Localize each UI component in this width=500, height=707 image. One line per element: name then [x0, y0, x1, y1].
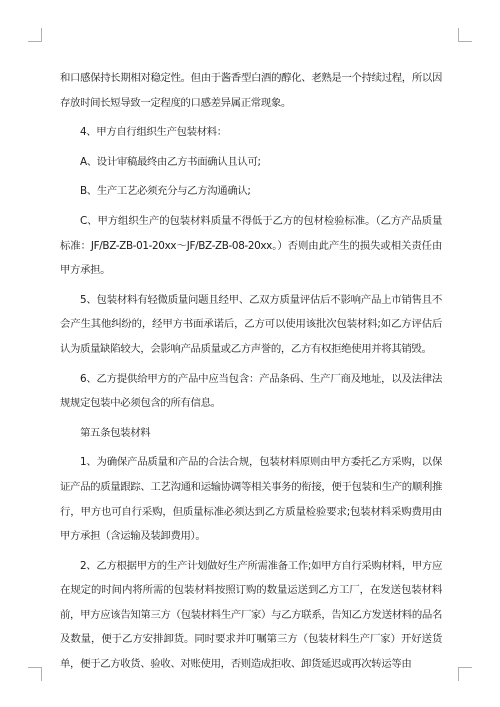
paragraph-continuation: 和口感保持长期相对稳定性。但由于酱香型白酒的醇化、老熟是一个持续过程，所以因存放时间长短导致一定程度的口感差异属正常现象。	[60, 72, 442, 109]
section-heading-article-5: 第五条包装材料	[80, 426, 151, 439]
paragraph-item-5: 5、包装材料有轻微质量问题且经甲、乙双方质量评估后不影响产品上市销售且不会产生其他纠纷的，经甲方书面承诺后，乙方可以使用该批次包装材料;如乙方评估后认为质量缺陷较大，会影响产品质量或乙方声誉的，乙方有权拒绝使用并将其销毁。	[60, 293, 442, 355]
page-corner-mark-bottom-right	[458, 667, 472, 681]
paragraph-item-b: B、生产工艺必须充分与乙方沟通确认;	[80, 185, 251, 198]
document-page	[60, 66, 442, 682]
paragraph-clause-2: 2、乙方根据甲方的生产计划做好生产所需准备工作;如甲方自行采购材料，甲方应在规定的时间内将所需的包装材料按照订购的数量运送到乙方工厂，在发送包装材料前，甲方应该告知第三方（包装材料生产厂家）与乙方联系，告知乙方发送材料的品名及数量，便于乙方安排卸货。同时要求并叮嘱第三方（包装材料生产厂家）开好送货单，便于乙方收货、验收、对账使用，否则造成拒收、卸货延迟或再次转运等由	[60, 559, 442, 671]
page-corner-mark-bottom-left	[28, 667, 42, 681]
paragraph-clause-1: 1、为确保产品质量和产品的合法合规，包装材料原则由甲方委托乙方采购，以保证产品的质量跟踪、工艺沟通和运输协调等相关事务的衔接，便于包装和生产的顺利推行，甲方也可自行采购，但质量标准必须达到乙方质量检验要求;包装材料采购费用由甲方承担（含运输及装卸费用）。	[60, 456, 442, 543]
paragraph-item-4: 4、甲方自行组织生产包装材料：	[80, 126, 227, 139]
page-corner-mark-top-right	[458, 28, 472, 42]
page-corner-mark-top-left	[28, 28, 42, 42]
paragraph-item-a: A、设计审稿最终由乙方书面确认且认可;	[80, 155, 261, 168]
paragraph-item-6: 6、乙方提供给甲方的产品中应当包含：产品条码、生产厂商及地址，以及法律法规规定包装中必须包含的所有信息。	[60, 372, 442, 410]
paragraph-item-c: C、甲方组织生产的包装材料质量不得低于乙方的包材检验标准。（乙方产品质量标准：JF/BZ-ZB-01-20xx～JF/BZ-ZB-08-20xx。）否则由此产生的损失或相关责任由甲方承担。	[60, 214, 442, 277]
